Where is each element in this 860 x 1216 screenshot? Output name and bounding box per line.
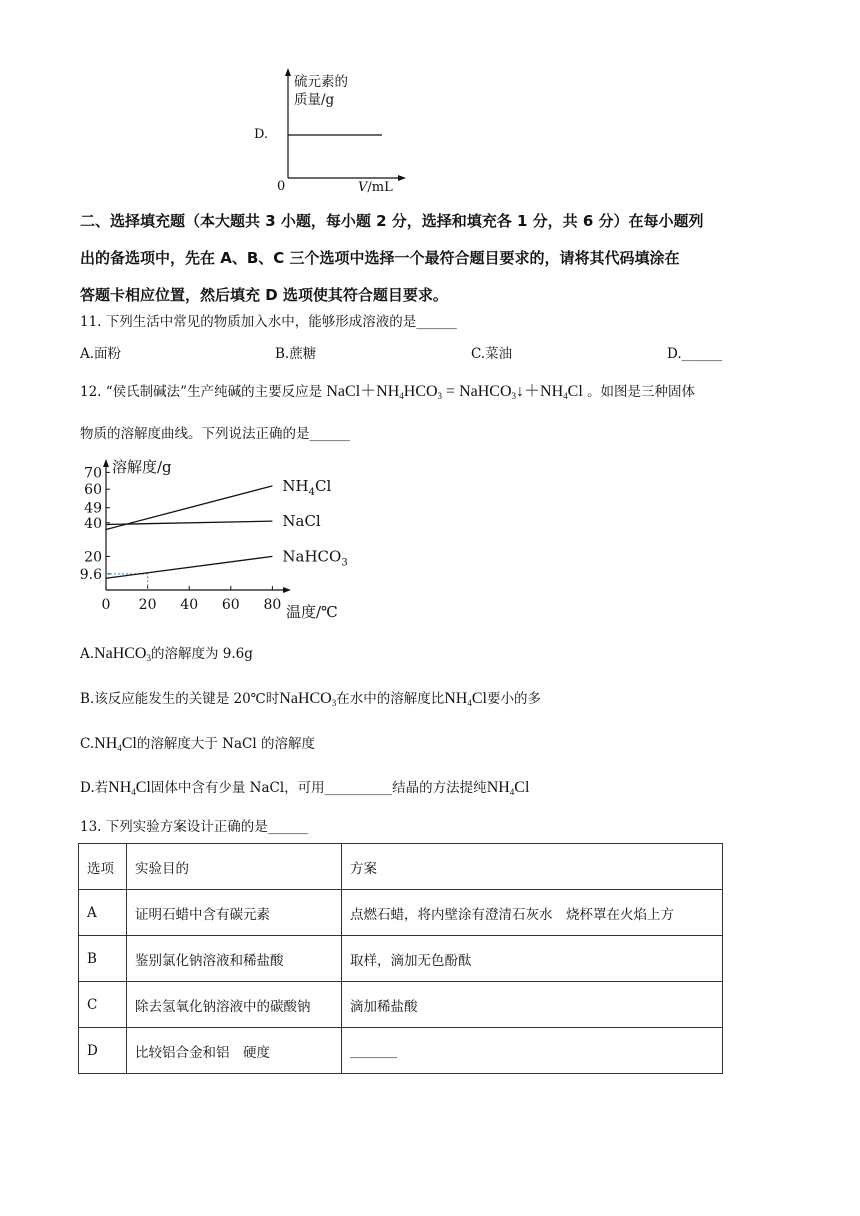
chart-xlabel: 温度/℃ — [286, 603, 338, 621]
q12-d-mid: 固体中含有少量 NaCl，可用__________结晶的方法提纯 — [150, 780, 487, 796]
y-tick-label: 49 — [84, 500, 102, 517]
chart-marks — [80, 465, 348, 613]
table-header-plan: 方案 — [342, 844, 723, 890]
q12-d-formula-2: $NH_4Cl$ — [486, 779, 530, 797]
chart-y-arrow — [103, 459, 109, 467]
q12-stem-prefix: 12. “侯氏制碱法”生产纯碱的主要反应是 — [80, 384, 323, 400]
graph-xlabel — [358, 180, 393, 195]
q12-c-prefix: C. — [80, 736, 95, 752]
q12-option-a — [80, 643, 253, 665]
graph-origin: 0 — [277, 179, 286, 194]
annotation-dotted-line — [106, 574, 148, 590]
q12-stem-line-1 — [80, 381, 695, 403]
table-row — [79, 1028, 723, 1074]
section-2-instructions — [80, 203, 780, 314]
table-header-option: 选项 — [79, 844, 127, 890]
y-tick-label: 20 — [84, 549, 102, 566]
q12-b-suffix: 要小的多 — [486, 691, 541, 707]
q11-option-a: A.面粉 — [80, 346, 122, 362]
table-cell-purpose: 除去氢氧化钠溶液中的碳酸钠 — [127, 982, 342, 1028]
q12-option-b — [80, 688, 541, 710]
series-line-nahco3 — [106, 556, 272, 578]
x-tick-label: 80 — [263, 597, 282, 613]
graph-option-d — [240, 62, 420, 197]
graph-x-arrow — [398, 175, 406, 181]
table-cell-option: C — [79, 982, 127, 1028]
table-cell-plan: 取样，滴加无色酚酞 — [342, 936, 723, 982]
table-cell-option: A — [79, 890, 127, 936]
graph-xlabel-unit: /mL — [367, 180, 393, 195]
q12-a-prefix: A. — [80, 646, 95, 662]
graph-xlabel-v: V — [358, 180, 368, 195]
graph-y-arrow — [285, 68, 291, 76]
table-header-purpose: 实验目的 — [127, 844, 342, 890]
q12-reaction-equation: $NaCl+NH_4HCO_3$ = $NaHCO_3↓+NH_4Cl$ — [326, 383, 583, 401]
table-header-row — [79, 844, 723, 890]
table-cell-purpose: 比较铝合金和铝 硬度 — [127, 1028, 342, 1074]
section-2-line-1: 二、选择填充题（本大题共 3 小题，每小题 2 分，选择和填充各 1 分，共 6 分）在每小题列 — [80, 212, 704, 230]
q12-a-suffix: 的溶解度为 9.6g — [150, 646, 253, 662]
solubility-chart — [78, 454, 368, 624]
q12-a-formula: NaHCO$_3$ — [94, 645, 151, 663]
q11-stem: 11. 下列生活中常见的物质加入水中，能够形成溶液的是______ — [80, 314, 457, 330]
q12-b-formula-2: $NH_4Cl$ — [444, 690, 487, 708]
table-cell-plan: 滴加稀盐酸 — [342, 982, 723, 1028]
x-tick-label: 40 — [180, 597, 199, 613]
table-row — [79, 982, 723, 1028]
section-2-line-2: 出的备选项中，先在 A、B、C 三个选项中选择一个最符合题目要求的，请将其代码填涂在 — [80, 249, 680, 267]
table-cell-option: D — [79, 1028, 127, 1074]
section-2-line-3: 答题卡相应位置，然后填充 D 选项使其符合题目要求。 — [80, 286, 448, 304]
q12-option-c — [80, 733, 315, 755]
table-cell-option: B — [79, 936, 127, 982]
table-cell-purpose: 鉴别氯化钠溶液和稀盐酸 — [127, 936, 342, 982]
table-cell-purpose: 证明石蜡中含有碳元素 — [127, 890, 342, 936]
x-tick-label: 60 — [221, 597, 240, 613]
y-tick-label: 40 — [84, 515, 102, 532]
graph-option-d-label: D. — [254, 127, 269, 142]
graph-ylabel-line1: 硫元素的 — [294, 74, 348, 90]
q12-b-mid: 在水中的溶解度比 — [336, 691, 445, 707]
q12-stem-suffix: 。如图是三种固体 — [587, 384, 696, 400]
x-tick-label: 0 — [101, 597, 111, 613]
chart-ylabel: 溶解度/g — [112, 458, 172, 476]
table-cell-plan: 点燃石蜡，将内壁涂有澄清石灰水 烧杯罩在火焰上方 — [342, 890, 723, 936]
q12-b-formula-1: NaHCO$_3$ — [279, 690, 337, 708]
q11-option-b: B.蔗糖 — [275, 346, 317, 362]
q12-option-d — [80, 777, 529, 799]
graph-ylabel-line2: 质量/g — [294, 92, 335, 108]
series-label-nh4cl: $NH_4Cl$ — [282, 476, 332, 498]
table-cell-plan: _______ — [342, 1028, 723, 1074]
q13-stem: 13. 下列实验方案设计正确的是______ — [80, 819, 309, 835]
q12-d-formula-1: $NH_4Cl$ — [108, 779, 151, 797]
q12-b-prefix: B.该反应能发生的关键是 20℃时 — [80, 691, 280, 707]
table-row — [79, 936, 723, 982]
q12-c-suffix: 的溶解度大于 NaCl 的溶解度 — [136, 736, 315, 752]
series-label-nahco3: NaHCO$_3$ — [282, 547, 348, 569]
series-label-nacl: NaCl — [282, 512, 321, 531]
table-row — [79, 890, 723, 936]
x-tick-label: 20 — [138, 597, 157, 613]
q13-options-table — [78, 843, 723, 1074]
q12-d-prefix: D.若 — [80, 780, 109, 796]
y-tick-label: 60 — [84, 482, 102, 499]
q12-stem-line-2: 物质的溶解度曲线。下列说法正确的是______ — [80, 426, 350, 442]
chart-x-arrow — [283, 587, 291, 593]
q11-option-c: C.菜油 — [471, 346, 513, 362]
q12-c-formula: $NH_4Cl$ — [94, 735, 137, 753]
y-tick-label: 9.6 — [79, 566, 102, 583]
q11-option-d: D.______ — [667, 346, 723, 362]
y-tick-label: 70 — [84, 465, 102, 482]
